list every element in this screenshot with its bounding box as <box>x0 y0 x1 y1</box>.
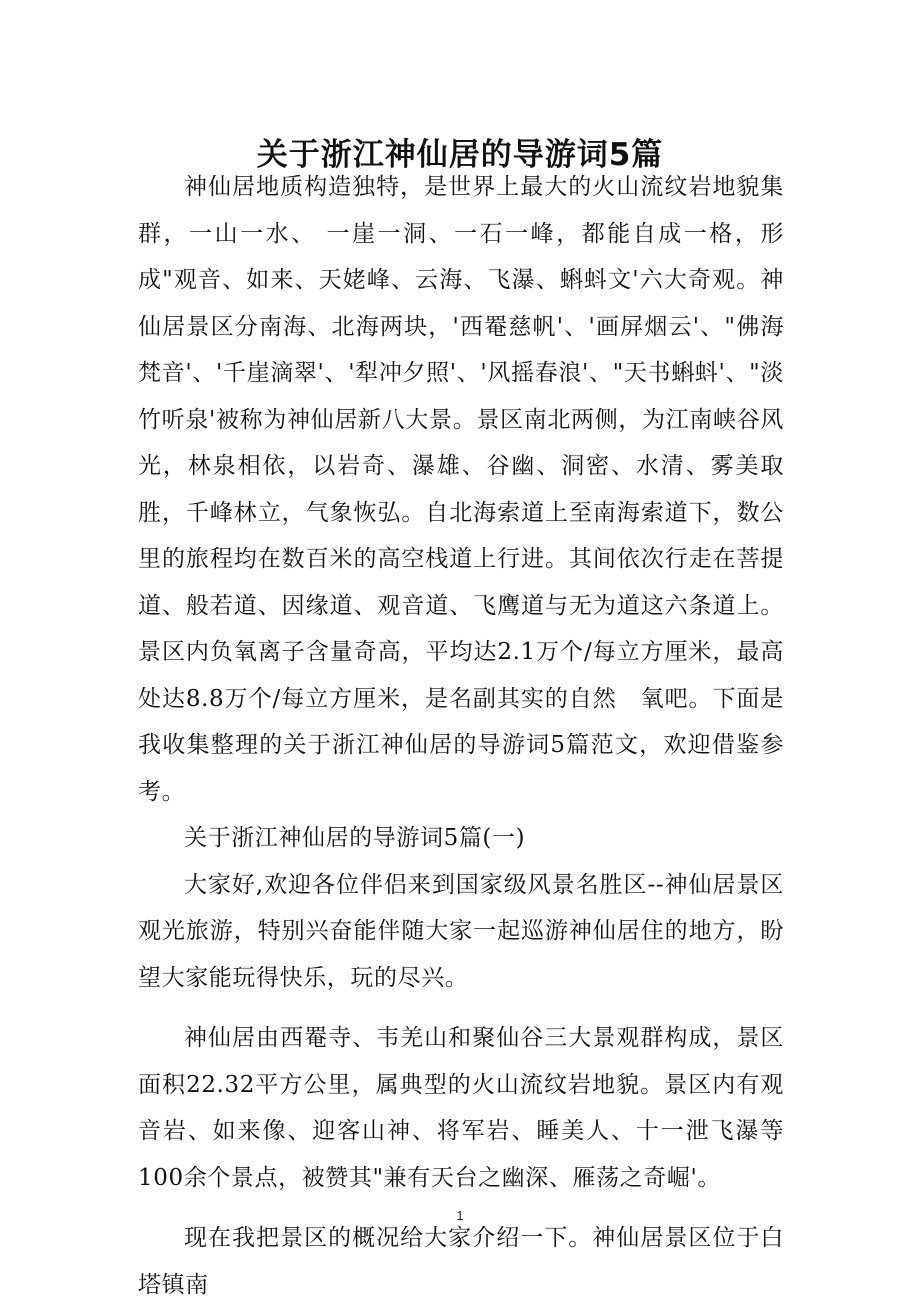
document-title: 关于浙江神仙居的导游词5篇 <box>256 136 664 173</box>
document-body <box>138 164 784 1308</box>
body-paragraph-3: 现在我把景区的概况给大家介绍一下。神仙居景区位于白塔镇南 <box>138 1225 784 1298</box>
page-number: 1 <box>456 1208 464 1223</box>
body-paragraph-1: 大家好,欢迎各位伴侣来到国家级风景名胜区--神仙居景区观光旅游，特别兴奋能伴随大家一起巡游神仙居住的地方，盼望大家能玩得快乐，玩的尽兴。 <box>138 871 784 991</box>
section-heading-1: 关于浙江神仙居的导游词5篇(一) <box>184 825 526 851</box>
body-paragraph-2: 神仙居由西罨寺、韦羌山和聚仙谷三大景观群构成，景区面积22.32平方公里，属典型的火山流纹岩地貌。景区内有观音岩、如来像、迎客山神、将军岩、睡美人、十一泄飞瀑等100余个景点，被赞其"兼有天台之幽深、雁荡之奇崛'。 <box>138 1025 784 1191</box>
intro-paragraph: 神仙居地质构造独特，是世界上最大的火山流纹岩地貌集群，一山一水、 一崖一洞、一石一峰，都能自成一格，形成"观音、如来、天姥峰、云海、飞瀑、蝌蚪文'六大奇观。神仙居景区分南海、北海两块，'西罨慈帆'、'画屏烟云'、"佛海梵音'、'千崖滴翠'、'犁冲夕照'、'风摇春浪'、"天书蝌蚪'、"淡竹听泉'被称为神仙居新八大景。景区南北两侧，为江南峡谷风光，林泉相依，以岩奇、瀑雄、谷幽、洞密、水清、雾美取胜，千峰林立，气象恢弘。自北海索道上至南海索道下，数公里的旅程均在数百米的高空栈道上行进。其间依次行走在菩提道、般若道、因缘道、观音道、飞鹰道与无为道这六条道上。景区内负氧离子含量奇高，平均达2.1万个/每立方厘米，最高处达8.8万个/每立方厘米，是名副其实的自然 氧吧。下面是我收集整理的关于浙江神仙居的导游词5篇范文，欢迎借鉴参考。 <box>138 174 784 805</box>
